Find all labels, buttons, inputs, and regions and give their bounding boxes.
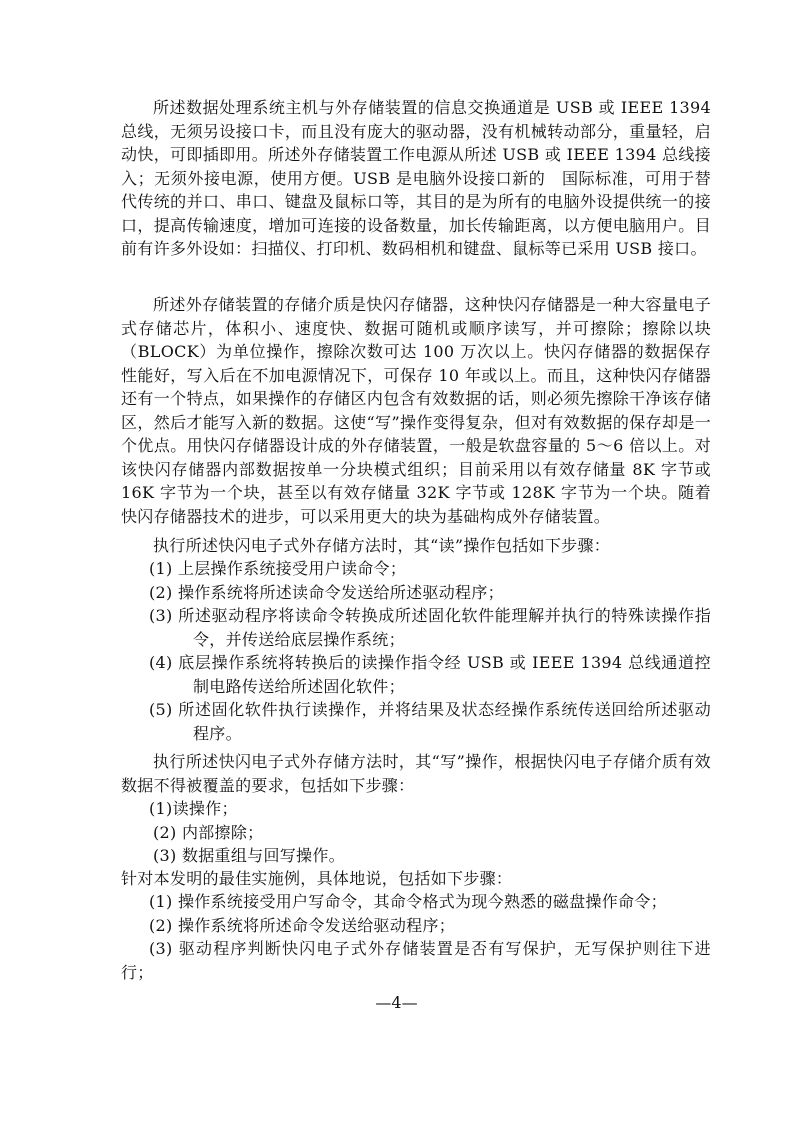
best-steps-list — [121, 890, 711, 984]
paragraph-read-intro: 执行所述快闪电子式外存储方法时，其“读”操作包括如下步骤： — [153, 536, 611, 555]
paragraph-best-intro: 针对本发明的最佳实施例，具体地说，包括如下步骤： — [121, 869, 513, 888]
read-step-4: (4) 底层操作系统将转换后的读操作指令经 USB 或 IEEE 1394 总线通道控制电路传送给所述固化软件； — [149, 653, 711, 696]
best-step-3: (3) 驱动程序判断快闪电子式外存储装置是否有写保护，无写保护则往下进行； — [121, 939, 711, 982]
write-step-3: (3) 数据重组与回写操作。 — [153, 846, 345, 865]
best-step-2: (2) 操作系统将所述命令发送给驱动程序； — [149, 915, 456, 935]
write-step-1: (1)读操作； — [149, 799, 238, 818]
read-step-5: (5) 所述固化软件执行读操作，并将结果及状态经操作系统传送回给所述驱动程序。 — [149, 700, 711, 743]
paragraph-usb-interface: 所述数据处理系统主机与外存储装置的信息交换通道是 USB 或 IEEE 1394 总线，无须另设接口卡，而且没有庞大的驱动器，没有机械转动部分，重量轻，启动快，可即插即用。所述外存储装置工作电源从所述 USB 或 IEEE 1394 总线接入；无须外接电源，使用方便。USB 是电脑外设接口新的 国际标准，可用于替代传统的并口、串口、键盘及鼠标口等，其目的是为所有的电脑外设提供统一的接口，提高传输速度，增加可连接的设备数量，加长传输距离，以方便电脑用户。目前有许多外设如：扫描仪、打印机、数码相机和键盘、鼠标等已采用 USB 接口。 — [121, 98, 711, 258]
page-number: —4— — [375, 993, 418, 1012]
write-steps-list — [121, 797, 711, 868]
read-step-2: (2) 操作系统将所述读命令发送给所述驱动程序； — [149, 582, 504, 602]
read-step-3: (3) 所述驱动程序将读命令转换成所述固化软件能理解并执行的特殊读操作指令，并传送给底层操作系统； — [149, 606, 711, 649]
paragraph-write-intro: 执行所述快闪电子式外存储方法时，其“写”操作，根据快闪电子存储介质有效数据不得被覆盖的要求，包括如下步骤： — [121, 752, 711, 795]
write-step-2: (2) 内部擦除； — [153, 822, 264, 842]
best-step-1: (1) 操作系统接受用户写命令，其命令格式为现今熟悉的磁盘操作命令； — [149, 892, 667, 911]
read-steps-list — [121, 557, 711, 745]
paragraph-flash-medium: 所述外存储装置的存储介质是快闪存储器，这种快闪存储器是一种大容量电子式存储芯片，体积小、速度快、数据可随机或顺序读写，并可擦除；擦除以块（BLOCK）为单位操作，擦除次数可达 100 万次以上。快闪存储器的数据保存性能好，写入后在不加电源情况下，可保存 10 年或以上。而且，这种快闪存储器还有一个特点，如果操作的存储区内包含有效数据的话，则必须先擦除干净该存储区，然后才能写入新的数据。这使“写”操作变得复杂，但对有效数据的保存却是一个优点。用快闪存储器设计成的外存储装置，一般是软盘容量的 5～6 倍以上。对该快闪存储器内部数据按单一分块模式组织；目前采用以有效存储量 8K 字节或 16K 字节为一个块，甚至以有效存储量 32K 字节或 128K 字节为一个块。随着快闪存储器技术的进步，可以采用更大的块为基础构成外存储装置。 — [121, 295, 711, 526]
read-step-1: (1) 上层操作系统接受用户读命令； — [149, 559, 407, 578]
